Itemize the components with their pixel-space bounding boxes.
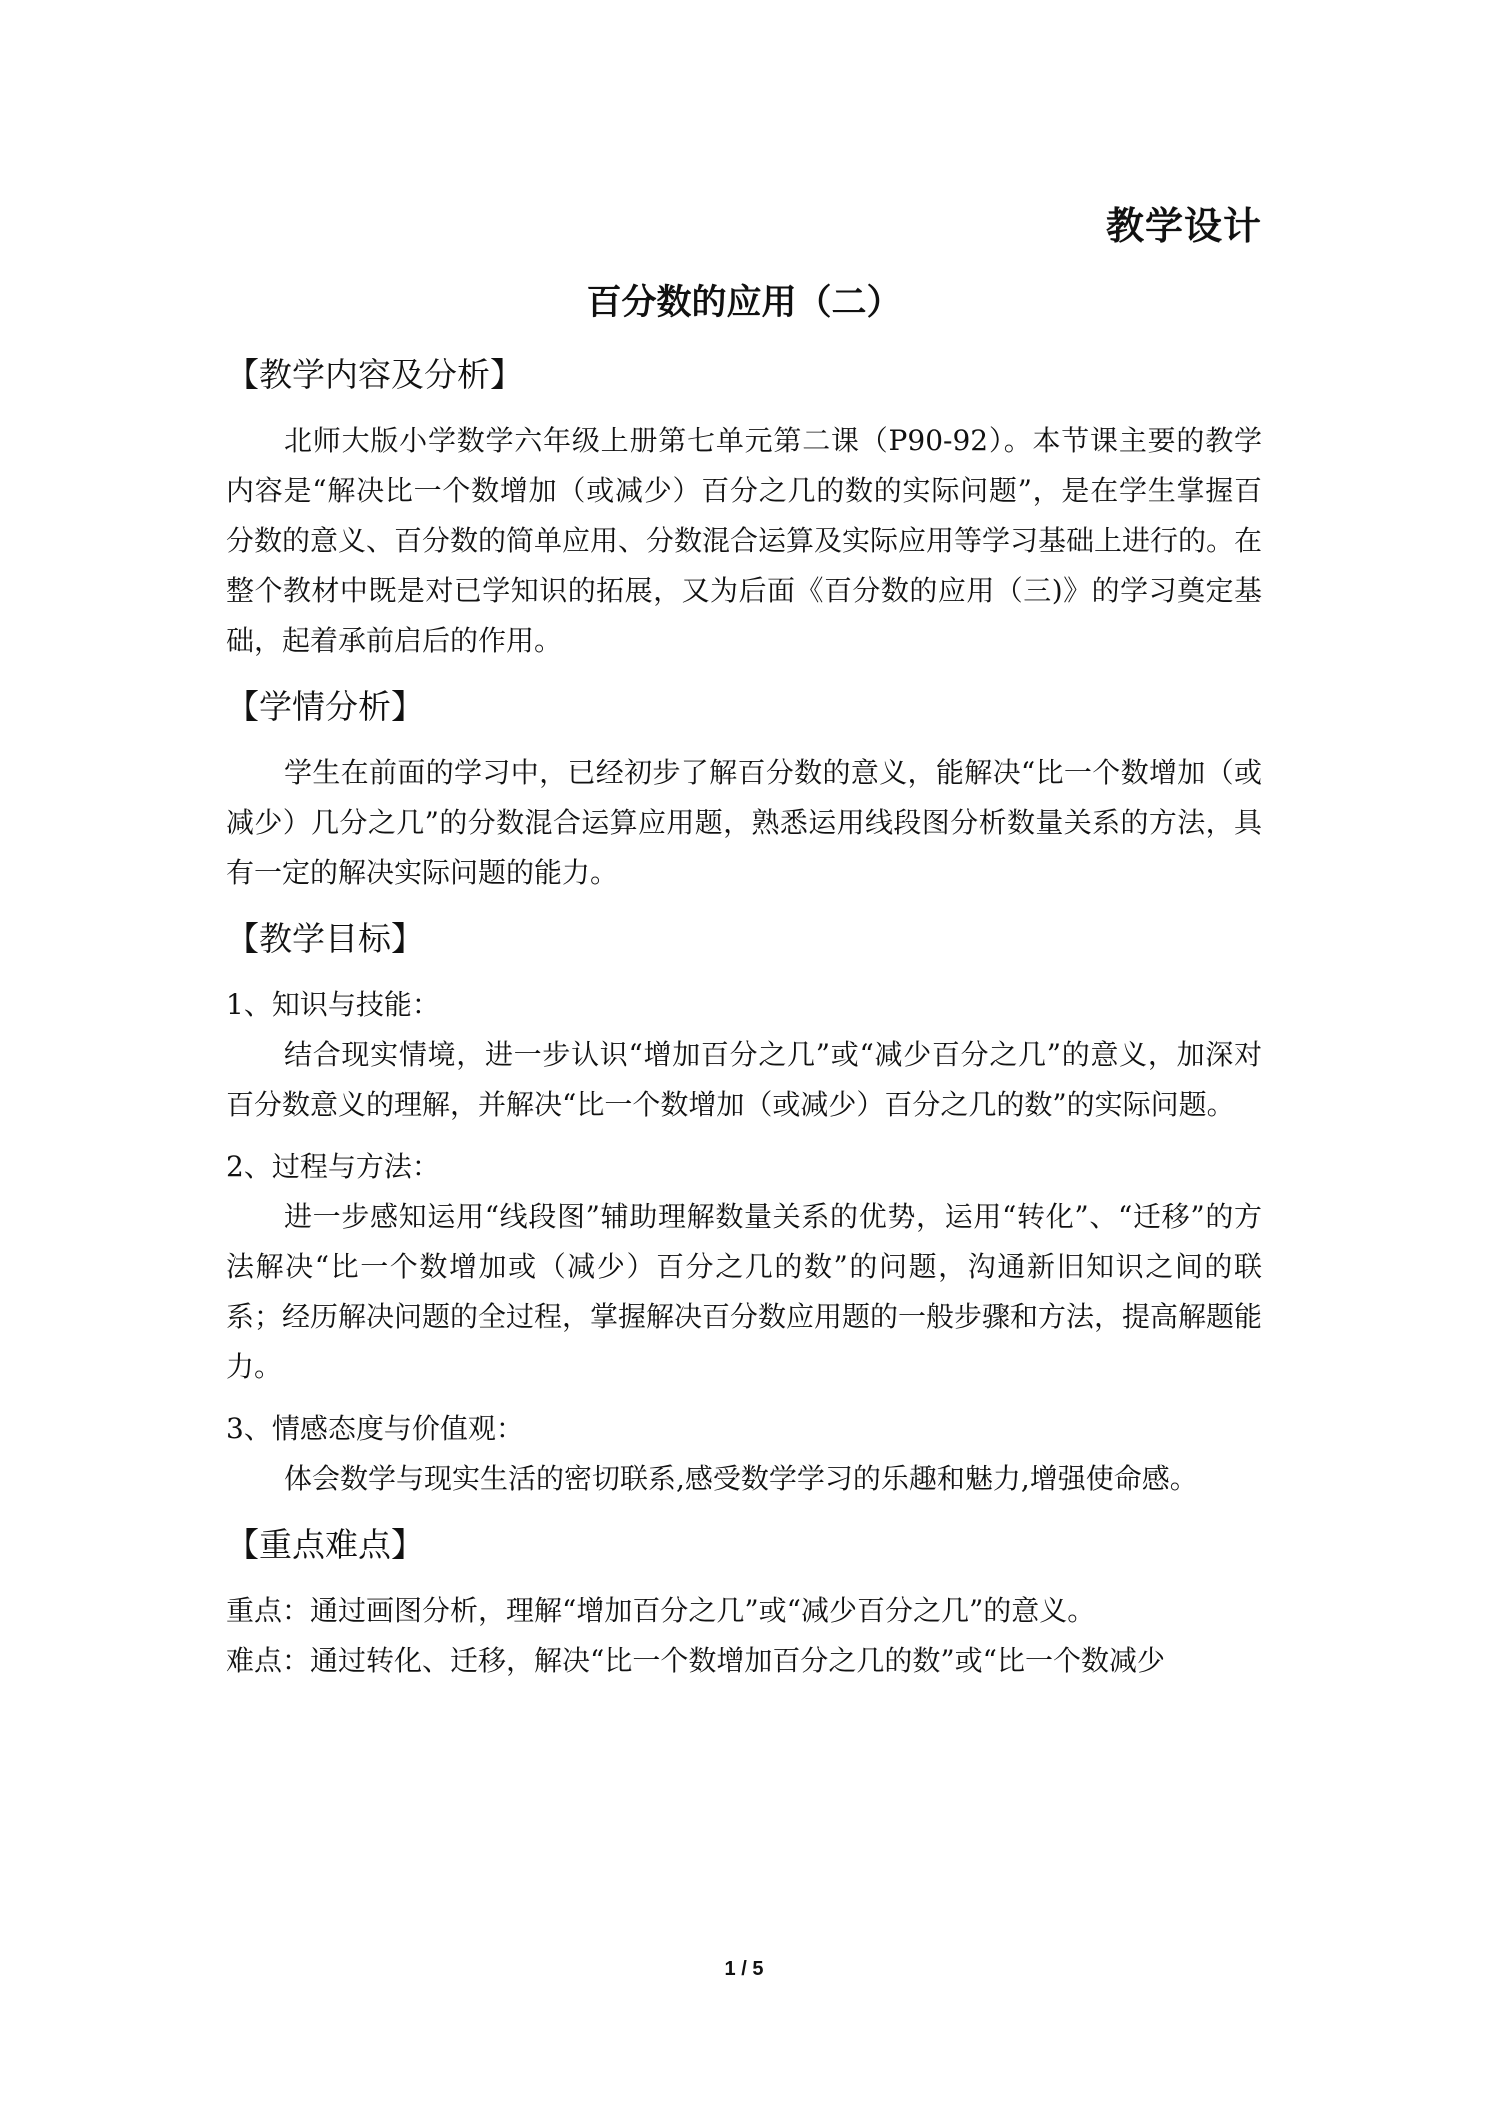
objective-label-attitude: 3、情感态度与价值观： <box>226 1412 524 1445</box>
student-analysis-paragraph: 学生在前面的学习中，已经初步了解百分数的意义，能解决“比一个数增加（或减少）几分之几”的分数混合运算应用题，熟悉运用线段图分析数量关系的方法，具有一定的解决实际问题的能力。 <box>226 756 1262 889</box>
lesson-title: 百分数的应用（二） <box>586 283 902 323</box>
objective-text-knowledge: 结合现实情境，进一步认识“增加百分之几”或“减少百分之几”的意义，加深对百分数意义的理解，并解决“比一个数增加（或减少）百分之几的数”的实际问题。 <box>226 1038 1262 1121</box>
objective-label-process: 2、过程与方法： <box>226 1150 440 1183</box>
page-number: 1 / 5 <box>724 1958 764 1980</box>
section-heading-key-points: 【重点难点】 <box>226 1525 424 1564</box>
objective-text-attitude: 体会数学与现实生活的密切联系,感受数学学习的乐趣和魅力,增强使命感。 <box>284 1462 1198 1495</box>
document-type-label: 教学设计 <box>1105 204 1262 248</box>
key-point-text: 重点：通过画图分析，理解“增加百分之几”或“减少百分之几”的意义。 <box>226 1594 1096 1627</box>
difficulty-text: 难点：通过转化、迁移，解决“比一个数增加百分之几的数”或“比一个数减少 <box>226 1644 1165 1677</box>
section-heading-objectives: 【教学目标】 <box>226 919 424 958</box>
section-heading-student-analysis: 【学情分析】 <box>226 687 424 726</box>
objective-label-knowledge: 1、知识与技能： <box>226 988 440 1021</box>
section-heading-content-analysis: 【教学内容及分析】 <box>226 355 523 394</box>
content-analysis-paragraph: 北师大版小学数学六年级上册第七单元第二课（P90-92）。本节课主要的教学内容是“解决比一个数增加（或减少）百分之几的数的实际问题”，是在学生掌握百分数的意义、百分数的简单应用、分数混合运算及实际应用等学习基础上进行的。在整个教材中既是对已学知识的拓展，又为后面《百分数的应用（三)》的学习奠定基础，起着承前启后的作用。 <box>226 424 1263 657</box>
document-body <box>226 346 1262 1686</box>
objective-text-process: 进一步感知运用“线段图”辅助理解数量关系的优势，运用“转化”、“迁移”的方法解决“比一个数增加或（减少）百分之几的数”的问题，沟通新旧知识之间的联系；经历解决问题的全过程，掌握解决百分数应用题的一般步骤和方法，提高解题能力。 <box>226 1200 1263 1383</box>
